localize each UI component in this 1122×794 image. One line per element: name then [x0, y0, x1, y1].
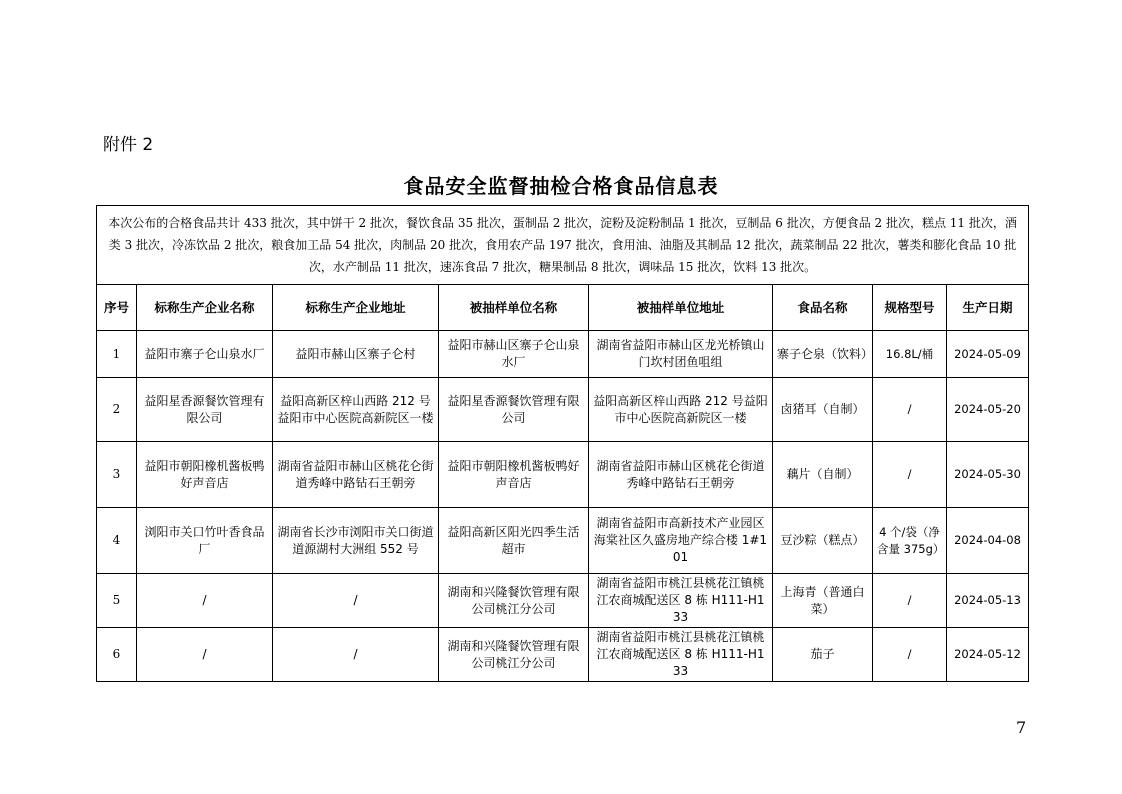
- sampled-unit-address: 湖南省益阳市桃江县桃花江镇桃江农商城配送区 8 栋 H111-H133: [589, 574, 773, 628]
- specification: 16.8L/桶: [873, 331, 947, 378]
- table-row: [97, 442, 1029, 508]
- column-header: 被抽样单位地址: [589, 285, 773, 331]
- table-header-row: [97, 285, 1029, 331]
- food-name: 寨子仑泉（饮料）: [773, 331, 873, 378]
- food-name: 卤猪耳（自制）: [773, 378, 873, 442]
- row-index: 3: [97, 442, 137, 508]
- sampled-unit-address: 益阳高新区梓山西路 212 号益阳市中心医院高新院区一楼: [589, 378, 773, 442]
- sampled-unit-address: 湖南省益阳市赫山区龙光桥镇山门坎村团鱼咀组: [589, 331, 773, 378]
- specification: 4 个/袋（净含量 375g）: [873, 508, 947, 574]
- column-header: 食品名称: [773, 285, 873, 331]
- column-header: 序号: [97, 285, 137, 331]
- column-header: 标称生产企业地址: [273, 285, 439, 331]
- column-header: 生产日期: [947, 285, 1029, 331]
- table-row: [97, 508, 1029, 574]
- producer-name: 益阳星香源餐饮管理有限公司: [137, 378, 273, 442]
- producer-address: /: [273, 628, 439, 682]
- food-name: 上海青（普通白菜）: [773, 574, 873, 628]
- production-date: 2024-05-30: [947, 442, 1029, 508]
- page-title: 食品安全监督抽检合格食品信息表: [403, 174, 719, 198]
- summary-text: 本次公布的合格食品共计 433 批次，其中饼干 2 批次，餐饮食品 35 批次，蛋制品 2 批次，淀粉及淀粉制品 1 批次，豆制品 6 批次，方便食品 2 批次，糕点 11 批次，酒类 3 批次，冷冻饮品 2 批次，粮食加工品 54 批次，肉制品 20 批次，食用农产品 197 批次，食用油、油脂及其制品 12 批次，蔬菜制品 22 批次，薯类和膨化食品 10 批次，水产制品 11 批次，速冻食品 7 批次，糖果制品 8 批次，调味品 15 批次，饮料 13 批次。: [97, 206, 1029, 285]
- producer-name: 益阳市寨子仑山泉水厂: [137, 331, 273, 378]
- food-name: 茄子: [773, 628, 873, 682]
- food-name: 豆沙粽（糕点）: [773, 508, 873, 574]
- column-header: 标称生产企业名称: [137, 285, 273, 331]
- table-row: [97, 331, 1029, 378]
- specification: /: [873, 378, 947, 442]
- sampled-unit-name: 益阳高新区阳光四季生活超市: [439, 508, 589, 574]
- summary-row: [97, 206, 1029, 285]
- sampled-unit-name: 益阳市朝阳橡机酱板鸭好声音店: [439, 442, 589, 508]
- sampled-unit-name: 湖南和兴隆餐饮管理有限公司桃江分公司: [439, 574, 589, 628]
- sampled-unit-name: 湖南和兴隆餐饮管理有限公司桃江分公司: [439, 628, 589, 682]
- producer-address: 湖南省益阳市赫山区桃花仑街道秀峰中路钻石王朝旁: [273, 442, 439, 508]
- row-index: 2: [97, 378, 137, 442]
- specification: /: [873, 628, 947, 682]
- column-header: 被抽样单位名称: [439, 285, 589, 331]
- row-index: 6: [97, 628, 137, 682]
- row-index: 1: [97, 331, 137, 378]
- specification: /: [873, 574, 947, 628]
- table-row: [97, 574, 1029, 628]
- column-header: 规格型号: [873, 285, 947, 331]
- attachment-label: 附件 2: [103, 135, 154, 155]
- sampled-unit-name: 益阳星香源餐饮管理有限公司: [439, 378, 589, 442]
- producer-name: /: [137, 628, 273, 682]
- producer-address: 湖南省长沙市浏阳市关口街道道源湖村大洲组 552 号: [273, 508, 439, 574]
- sampled-unit-address: 湖南省益阳市赫山区桃花仑街道秀峰中路钻石王朝旁: [589, 442, 773, 508]
- row-index: 5: [97, 574, 137, 628]
- sampled-unit-address: 湖南省益阳市桃江县桃花江镇桃江农商城配送区 8 栋 H111-H133: [589, 628, 773, 682]
- sampled-unit-name: 益阳市赫山区寨子仑山泉水厂: [439, 331, 589, 378]
- row-index: 4: [97, 508, 137, 574]
- sampled-unit-address: 湖南省益阳市高新技术产业园区海棠社区久盛房地产综合楼 1#101: [589, 508, 773, 574]
- producer-address: /: [273, 574, 439, 628]
- producer-name: 浏阳市关口竹叶香食品厂: [137, 508, 273, 574]
- specification: /: [873, 442, 947, 508]
- food-name: 藕片（自制）: [773, 442, 873, 508]
- food-info-table: [96, 205, 1029, 682]
- production-date: 2024-05-12: [947, 628, 1029, 682]
- producer-address: 益阳市赫山区寨子仑村: [273, 331, 439, 378]
- producer-name: 益阳市朝阳橡机酱板鸭好声音店: [137, 442, 273, 508]
- production-date: 2024-05-20: [947, 378, 1029, 442]
- producer-name: /: [137, 574, 273, 628]
- table-row: [97, 378, 1029, 442]
- table-row: [97, 628, 1029, 682]
- page-number: 7: [1016, 718, 1027, 737]
- producer-address: 益阳高新区梓山西路 212 号益阳市中心医院高新院区一楼: [273, 378, 439, 442]
- production-date: 2024-05-09: [947, 331, 1029, 378]
- production-date: 2024-05-13: [947, 574, 1029, 628]
- production-date: 2024-04-08: [947, 508, 1029, 574]
